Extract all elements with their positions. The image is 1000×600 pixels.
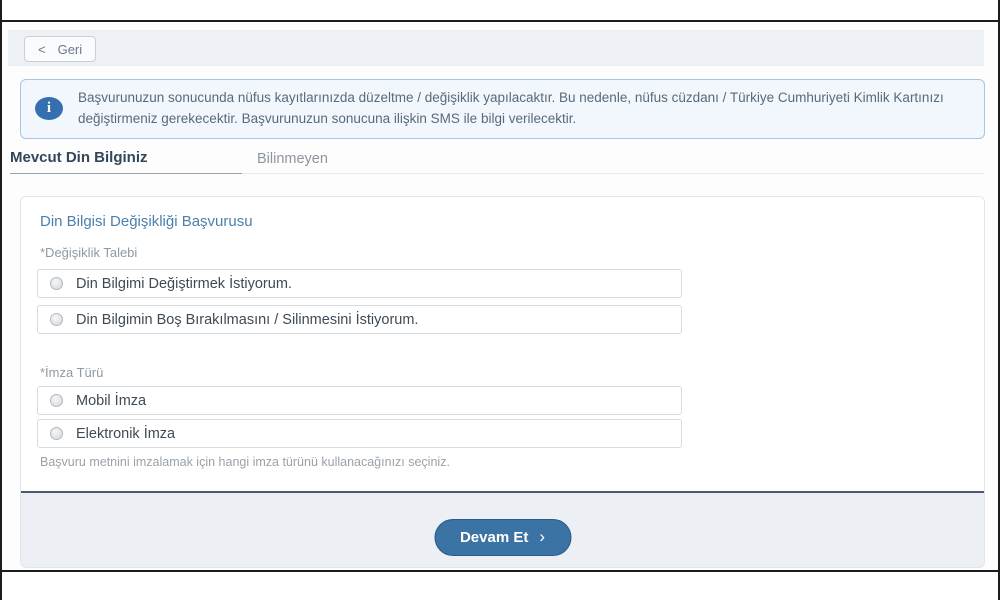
info-alert-text: Başvurunuzun sonucunda nüfus kayıtlarınızda düzeltme / değişiklik yapılacaktır. Bu nedenle, nüfus cüzdanı / Türkiye Cumhuriyeti Kimlik Kartınızı değiştirmeniz gerekecektir. Başvurunuzun sonucuna ilişkin SMS ile bilgi verilecektir. [78, 90, 944, 126]
continue-button-label: Devam Et [459, 529, 529, 546]
page-content [2, 22, 998, 570]
current-religion-value: Bilinmeyen [257, 151, 328, 167]
radio-option-mobile-signature[interactable] [37, 386, 682, 415]
signature-help-text: Başvuru metnini imzalamak için hangi imza türünü kullanacağınızı seçiniz. [40, 455, 450, 469]
radio-option-electronic-signature[interactable] [37, 419, 682, 448]
radio-icon[interactable] [50, 427, 63, 440]
radio-option-label: Din Bilgimi Değiştirmek İstiyorum. [76, 275, 292, 292]
frame-border-bottom [0, 570, 1000, 572]
radio-option-label: Mobil İmza [76, 392, 147, 409]
application-form-card [20, 196, 985, 568]
top-toolbar [8, 30, 984, 66]
radio-option-label: Din Bilgimin Boş Bırakılmasını / Silinmesini İstiyorum. [76, 311, 419, 328]
back-button[interactable] [24, 36, 96, 62]
back-button-label: Geri [57, 41, 83, 57]
radio-option-delete-religion[interactable] [37, 305, 682, 334]
frame-border-top [0, 20, 1000, 22]
radio-icon[interactable] [50, 313, 63, 326]
form-title: Din Bilgisi Değişikliği Başvurusu [40, 213, 253, 230]
continue-button[interactable] [434, 519, 571, 556]
radio-icon[interactable] [50, 277, 63, 290]
radio-icon[interactable] [50, 394, 63, 407]
chevron-right-icon: › [539, 527, 546, 546]
info-icon: i [35, 97, 63, 120]
form-footer [21, 491, 984, 567]
signature-type-group-label: *İmza Türü [40, 365, 104, 380]
radio-option-change-religion[interactable] [37, 269, 682, 298]
current-religion-row [10, 146, 985, 174]
frame-border-left [0, 0, 2, 600]
current-religion-label: Mevcut Din Bilginiz [10, 149, 242, 174]
change-request-group-label: *Değişiklik Talebi [40, 245, 138, 260]
info-alert [20, 79, 985, 139]
chevron-left-icon: < [38, 41, 46, 57]
radio-option-label: Elektronik İmza [76, 425, 176, 442]
